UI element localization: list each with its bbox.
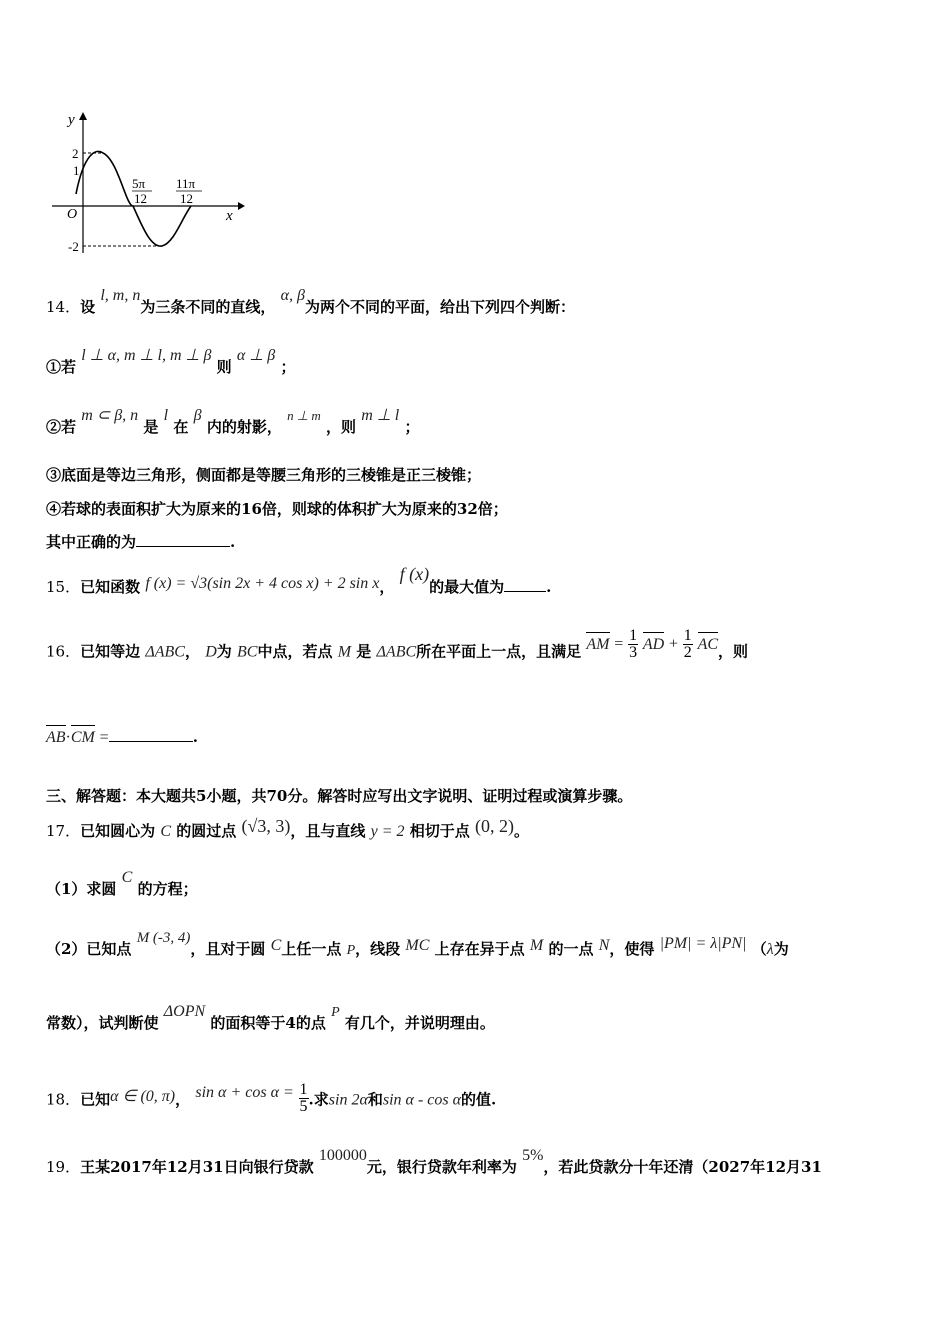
q14-s1-math-2: α ⊥ β bbox=[236, 347, 276, 364]
q17-p2-math-m: M (-3, 4) bbox=[136, 930, 191, 946]
q17-text-4: 相切于点 bbox=[409, 822, 470, 840]
q16-text-4: 中点，若点 bbox=[257, 642, 333, 661]
section-3-title: 三、解答题：本大题共5小题，共70分。解答时应写出文字说明、证明过程或演算步骤。 bbox=[46, 787, 633, 805]
q17-math-point-2: (0, 2) bbox=[475, 816, 515, 836]
x-tick-5pi-num: 5π bbox=[132, 176, 146, 191]
q16-frac-1-num: 1 bbox=[629, 627, 638, 644]
q18-text-3: .求 bbox=[308, 1090, 329, 1109]
q14-text-3: 为两个不同的平面，给出下列四个判断： bbox=[304, 298, 575, 316]
q15-answer-blank[interactable] bbox=[504, 576, 546, 592]
q16-math-bc: BC bbox=[237, 643, 258, 661]
q15-number: 15． bbox=[46, 578, 81, 596]
origin-label: O bbox=[67, 207, 78, 222]
q14-math-lines: l, m, n bbox=[100, 287, 141, 304]
q14-answer-line bbox=[46, 531, 910, 552]
q17-part-2-cont bbox=[46, 1003, 910, 1033]
q19-number: 19． bbox=[46, 1158, 81, 1176]
q14-text-1: 设 bbox=[80, 298, 96, 316]
q14-s2-a: ②若 bbox=[46, 418, 77, 436]
q17-p1-b: 的方程； bbox=[137, 880, 198, 898]
q17-p2-g: ，使得 bbox=[609, 940, 655, 958]
q16-eq-2: = bbox=[99, 729, 109, 746]
q17-math-c: C bbox=[160, 823, 172, 840]
q15-math-function: f (x) = √3(sin 2x + 4 cos x) + 2 sin x bbox=[145, 575, 380, 592]
q17-p1-a: （1）求圆 bbox=[46, 880, 117, 898]
q16-end: . bbox=[192, 728, 198, 746]
q17-p2-a: （2）已知点 bbox=[46, 940, 132, 958]
q18-frac-den: 5 bbox=[299, 1098, 308, 1115]
q17-p2-d: ，线段 bbox=[355, 940, 401, 958]
q19-stem bbox=[46, 1147, 910, 1177]
q14-s1-a: ①若 bbox=[46, 358, 77, 376]
q15-text-3: 的最大值为 bbox=[429, 578, 505, 596]
q17-text-1: 已知圆心为 bbox=[80, 822, 156, 840]
q16-text-1: 已知等边 bbox=[80, 642, 141, 661]
q16-vec-am: AM bbox=[586, 635, 610, 653]
q16-math-triangle-2: ΔABC bbox=[376, 643, 417, 661]
q18-number: 18． bbox=[46, 1090, 81, 1109]
q17-p2-math-mc: MC bbox=[405, 937, 430, 954]
q16-text-3: 为 bbox=[216, 642, 232, 661]
q16-frac-2 bbox=[683, 628, 693, 661]
q14-s1-b: 则 bbox=[216, 358, 232, 376]
q18-frac bbox=[299, 1082, 309, 1115]
q14-answer-end: . bbox=[230, 533, 236, 551]
q14-s2-e: ，则 bbox=[326, 418, 357, 436]
q18-text-5: 的值. bbox=[461, 1090, 497, 1109]
q16-text-2: ， bbox=[184, 642, 200, 661]
q17-p2-h: （ bbox=[751, 940, 767, 958]
q17-text-2: 的圆过点 bbox=[176, 822, 237, 840]
q14-s2-f: ； bbox=[404, 418, 420, 436]
y-tick-2: 2 bbox=[72, 146, 79, 161]
q17-p2-math-n: N bbox=[598, 937, 610, 954]
q16-math-triangle: ΔABC bbox=[145, 643, 185, 661]
q18-math-alpha-range: α ∈ (0, π) bbox=[110, 1087, 176, 1105]
q19-text-2: 元，银行贷款年利率为 bbox=[366, 1158, 517, 1176]
q16-stem bbox=[46, 627, 910, 669]
q15-text-1: 已知函数 bbox=[80, 578, 141, 596]
q18-text-2: ， bbox=[175, 1090, 191, 1109]
q17-p2-math-m2: M bbox=[529, 937, 544, 954]
x-tick-11pi-den: 12 bbox=[180, 191, 193, 206]
q14-s2-c: 在 bbox=[173, 418, 189, 436]
q18-math-sum: sin α + cos α = bbox=[195, 1083, 294, 1101]
q15-stem bbox=[46, 564, 910, 597]
q19-text-1: 王某2017年12月31日向银行贷款 bbox=[80, 1158, 314, 1176]
y-tick-neg2: -2 bbox=[68, 239, 79, 254]
q17-p2-math-p: P bbox=[346, 943, 356, 958]
q18-stem bbox=[46, 1081, 910, 1117]
q17-text-5: 。 bbox=[514, 822, 530, 840]
q16-frac-2-den: 2 bbox=[683, 644, 692, 661]
x-tick-5pi-den: 12 bbox=[134, 191, 147, 206]
q14-s2-b: 是 bbox=[143, 418, 159, 436]
q16-text-6: 所在平面上一点，且满足 bbox=[416, 642, 582, 661]
q14-s2-math-2: l bbox=[163, 407, 169, 424]
q14-text-2: 为三条不同的直线， bbox=[140, 298, 276, 316]
q15-text-4: . bbox=[546, 578, 552, 596]
q17-p3-b: 的面积等于4的点 bbox=[210, 1014, 326, 1032]
q16-answer-blank[interactable] bbox=[109, 726, 193, 742]
q18-text-1: 已知 bbox=[80, 1090, 111, 1109]
q18-math-sin2a: sin 2α bbox=[328, 1091, 368, 1109]
q17-number: 17． bbox=[46, 822, 81, 840]
q19-math-amount: 100000 bbox=[318, 1147, 367, 1164]
q17-text-3: ，且与直线 bbox=[290, 822, 366, 840]
q17-math-point-1: (√3, 3) bbox=[241, 816, 291, 836]
y-tick-1: 1 bbox=[73, 163, 80, 178]
q17-p3-a: 常数），试判断使 bbox=[46, 1014, 159, 1032]
q16-vec-ac: AC bbox=[697, 635, 719, 653]
q16-frac-1 bbox=[628, 628, 638, 661]
q16-frac-2-num: 1 bbox=[683, 627, 692, 644]
q16-math-d: D bbox=[205, 643, 217, 661]
q14-answer-label: 其中正确的为 bbox=[46, 533, 137, 551]
q16-answer-line bbox=[46, 726, 910, 747]
q14-stem bbox=[46, 287, 910, 317]
q17-p2-e: 上存在异于点 bbox=[434, 940, 525, 958]
q17-stem bbox=[46, 816, 910, 841]
y-axis-arrow bbox=[79, 112, 87, 120]
q14-s1-c: ； bbox=[280, 358, 296, 376]
q16-vector-equation bbox=[586, 628, 718, 661]
q14-s1-math-1: l ⊥ α, m ⊥ l, m ⊥ β bbox=[81, 347, 212, 364]
q14-statement-3: ③底面是等边三角形，侧面都是等腰三角形的三棱锥是正三棱锥； bbox=[46, 466, 482, 484]
x-tick-11pi-num: 11π bbox=[176, 176, 196, 191]
q19-text-3: ，若此贷款分十年还清（2027年12月31 bbox=[543, 1158, 822, 1176]
x-axis-arrow bbox=[238, 202, 245, 210]
q14-math-planes: α, β bbox=[280, 287, 305, 304]
q17-p2-math-lambda: λ bbox=[766, 941, 774, 958]
q17-p2-f: 的一点 bbox=[548, 940, 594, 958]
q18-math-eq bbox=[195, 1082, 308, 1115]
q17-p2-b: ，且对于圆 bbox=[190, 940, 266, 958]
q17-p2-i: 为 bbox=[773, 940, 789, 958]
x-label: x bbox=[226, 208, 233, 224]
q16-eq: = bbox=[614, 635, 624, 653]
q17-p1-math: C bbox=[121, 869, 133, 886]
q18-frac-num: 1 bbox=[299, 1081, 308, 1098]
q16-frac-1-den: 3 bbox=[629, 644, 638, 661]
q17-part-1 bbox=[46, 869, 910, 899]
q14-number: 14． bbox=[46, 298, 81, 316]
q16-text-5: 是 bbox=[356, 642, 372, 661]
q14-s2-math-5: m ⊥ l bbox=[361, 407, 400, 424]
q16-plus: + bbox=[668, 635, 679, 653]
q15-math-fx: f (x) bbox=[399, 564, 430, 584]
q16-number: 16． bbox=[46, 642, 81, 661]
q16-math-m: M bbox=[337, 643, 352, 661]
q17-p3-math-triangle: ΔOPN bbox=[163, 1003, 206, 1020]
q16-vec-cm: CM bbox=[70, 729, 95, 746]
q17-p2-c: 上任一点 bbox=[281, 940, 342, 958]
q16-text-7: ，则 bbox=[718, 642, 749, 661]
q14-statement-1 bbox=[46, 347, 910, 377]
q17-p3-math-p: P bbox=[331, 1005, 340, 1020]
q18-math-diff: sin α - cos α bbox=[382, 1091, 461, 1109]
q14-s2-math-3: β bbox=[193, 407, 202, 424]
q14-s2-math-1: m ⊂ β, n bbox=[81, 407, 139, 424]
q14-statement-4: ④若球的表面积扩大为原来的16倍，则球的体积扩大为原来的32倍； bbox=[46, 500, 508, 518]
q19-math-rate: 5% bbox=[522, 1147, 544, 1164]
q14-answer-blank[interactable] bbox=[136, 531, 230, 547]
y-label: y bbox=[68, 112, 75, 128]
q17-part-2 bbox=[46, 930, 910, 959]
sine-graph bbox=[46, 108, 246, 258]
q18-text-4: 和 bbox=[367, 1090, 383, 1109]
q16-vec-ad: AD bbox=[642, 635, 665, 653]
q14-s2-math-4: n ⊥ m bbox=[287, 408, 321, 423]
q17-p2-math-ratio: |PM| = λ|PN| bbox=[659, 935, 747, 952]
q14-statement-2 bbox=[46, 407, 910, 437]
q14-s2-d: 内的射影， bbox=[206, 418, 282, 436]
q17-math-line: y = 2 bbox=[370, 823, 405, 840]
q16-vec-ab: AB bbox=[46, 729, 66, 746]
q15-text-2: ， bbox=[379, 578, 395, 596]
q16-dot: · bbox=[65, 729, 71, 746]
q17-p3-c: 有几个，并说明理由。 bbox=[344, 1014, 495, 1032]
q17-p2-math-c: C bbox=[270, 937, 282, 954]
